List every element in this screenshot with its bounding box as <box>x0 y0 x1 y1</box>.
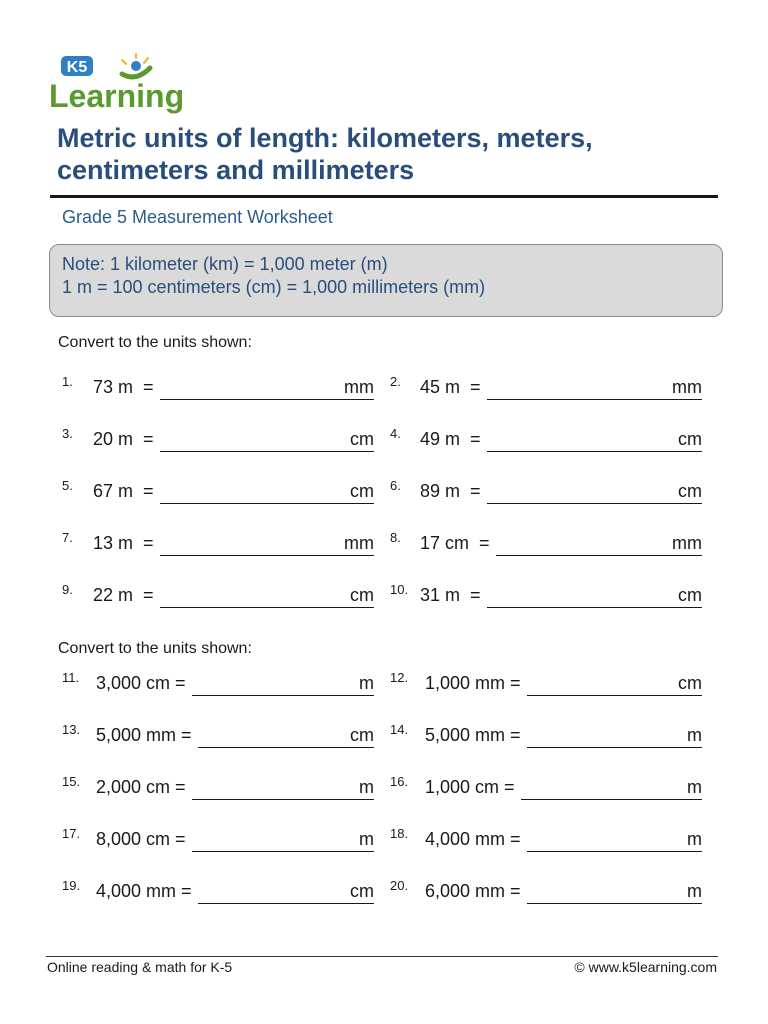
question-number: 12. <box>390 670 409 685</box>
answer-unit: cm <box>350 481 374 501</box>
question-expression: 6,000 mm = <box>425 881 521 901</box>
answer-unit: m <box>359 673 374 693</box>
question-1 <box>62 374 374 402</box>
question-expression: 4,000 mm = <box>96 881 192 901</box>
answer-unit: mm <box>672 533 702 553</box>
question-expression: 4,000 mm = <box>425 829 521 849</box>
question-expression: 67 m = <box>93 481 154 501</box>
answer-unit: m <box>359 829 374 849</box>
note-box <box>49 244 723 317</box>
question-expression: 49 m = <box>420 429 481 449</box>
logo-figure-head <box>131 61 141 71</box>
question-expression: 31 m = <box>420 585 481 605</box>
answer-unit: cm <box>350 725 374 745</box>
answer-unit: m <box>687 777 702 797</box>
answer-blank[interactable] <box>198 903 374 904</box>
answer-blank[interactable] <box>192 799 374 800</box>
answer-blank[interactable] <box>160 451 374 452</box>
worksheet-subtitle: Grade 5 Measurement Worksheet <box>62 207 333 227</box>
instructions-2: Convert to the units shown: <box>58 640 252 657</box>
question-9 <box>62 582 374 610</box>
question-15 <box>62 774 374 802</box>
question-number: 20. <box>390 878 409 893</box>
question-14 <box>390 722 702 750</box>
footer-copyright: © www.k5learning.com <box>574 959 717 975</box>
worksheet-title: Metric units of length: kilometers, meters, centimeters and millimeters <box>57 123 593 185</box>
question-2 <box>390 374 702 402</box>
question-number: 14. <box>390 722 409 737</box>
question-5 <box>62 478 374 506</box>
instructions-1: Convert to the units shown: <box>58 334 252 351</box>
question-4 <box>390 426 702 454</box>
question-expression: 5,000 mm = <box>425 725 521 745</box>
question-number: 7. <box>62 530 73 545</box>
answer-unit: m <box>687 725 702 745</box>
answer-unit: mm <box>672 377 702 397</box>
question-expression: 17 cm = <box>420 533 490 553</box>
answer-unit: m <box>687 829 702 849</box>
question-number: 4. <box>390 426 401 441</box>
question-20 <box>390 878 702 906</box>
question-16 <box>390 774 702 802</box>
answer-unit: cm <box>678 429 702 449</box>
answer-unit: mm <box>344 533 374 553</box>
question-expression: 3,000 cm = <box>96 673 186 693</box>
question-17 <box>62 826 374 854</box>
answer-unit: cm <box>678 481 702 501</box>
title-divider <box>50 195 718 198</box>
answer-blank[interactable] <box>487 451 702 452</box>
logo-wordmark: Learning <box>49 78 185 114</box>
question-expression: 8,000 cm = <box>96 829 186 849</box>
question-3 <box>62 426 374 454</box>
question-number: 2. <box>390 374 401 389</box>
note-line-1: Note: 1 kilometer (km) = 1,000 meter (m) <box>62 254 388 274</box>
question-10 <box>390 582 702 610</box>
question-expression: 1,000 mm = <box>425 673 521 693</box>
answer-unit: m <box>687 881 702 901</box>
answer-blank[interactable] <box>496 555 702 556</box>
footer-tagline: Online reading & math for K-5 <box>47 959 233 975</box>
question-number: 16. <box>390 774 409 789</box>
answer-blank[interactable] <box>487 399 702 400</box>
question-number: 11. <box>62 670 80 685</box>
question-expression: 20 m = <box>93 429 154 449</box>
question-number: 6. <box>390 478 401 493</box>
answer-blank[interactable] <box>160 503 374 504</box>
answer-blank[interactable] <box>192 851 374 852</box>
question-number: 18. <box>390 826 409 841</box>
question-number: 5. <box>62 478 73 493</box>
answer-blank[interactable] <box>527 851 702 852</box>
answer-blank[interactable] <box>160 399 374 400</box>
question-number: 10. <box>390 582 409 597</box>
answer-blank[interactable] <box>527 747 702 748</box>
question-19 <box>62 878 374 906</box>
answer-blank[interactable] <box>487 503 702 504</box>
question-expression: 22 m = <box>93 585 154 605</box>
question-expression: 89 m = <box>420 481 481 501</box>
question-11 <box>62 670 374 698</box>
question-number: 17. <box>62 826 81 841</box>
answer-blank[interactable] <box>198 747 374 748</box>
question-expression: 73 m = <box>93 377 154 397</box>
question-number: 3. <box>62 426 73 441</box>
question-number: 13. <box>62 722 81 737</box>
answer-blank[interactable] <box>192 695 374 696</box>
question-12 <box>390 670 702 698</box>
question-expression: 1,000 cm = <box>425 777 515 797</box>
question-expression: 45 m = <box>420 377 481 397</box>
note-line-2: 1 m = 100 centimeters (cm) = 1,000 millimeters (mm) <box>62 277 486 297</box>
answer-blank[interactable] <box>160 607 374 608</box>
question-18 <box>390 826 702 854</box>
question-expression: 13 m = <box>93 533 154 553</box>
question-expression: 5,000 mm = <box>96 725 192 745</box>
question-number: 15. <box>62 774 81 789</box>
question-number: 1. <box>62 374 73 389</box>
answer-unit: cm <box>678 585 702 605</box>
answer-unit: cm <box>350 429 374 449</box>
answer-unit: m <box>359 777 374 797</box>
question-8 <box>390 530 702 558</box>
answer-blank[interactable] <box>487 607 702 608</box>
question-6 <box>390 478 702 506</box>
answer-blank[interactable] <box>527 903 702 904</box>
answer-blank[interactable] <box>521 799 702 800</box>
answer-blank[interactable] <box>527 695 702 696</box>
question-7 <box>62 530 374 558</box>
logo-badge-text: K5 <box>66 59 88 76</box>
question-number: 19. <box>62 878 81 893</box>
question-expression: 2,000 cm = <box>96 777 186 797</box>
question-number: 8. <box>390 530 401 545</box>
answer-unit: cm <box>678 673 702 693</box>
question-13 <box>62 722 374 750</box>
logo-graphic <box>48 52 188 114</box>
question-number: 9. <box>62 582 73 597</box>
answer-unit: cm <box>350 585 374 605</box>
answer-blank[interactable] <box>160 555 374 556</box>
footer-divider <box>46 956 718 957</box>
answer-unit: mm <box>344 377 374 397</box>
answer-unit: cm <box>350 881 374 901</box>
k5-learning-logo <box>48 52 188 114</box>
